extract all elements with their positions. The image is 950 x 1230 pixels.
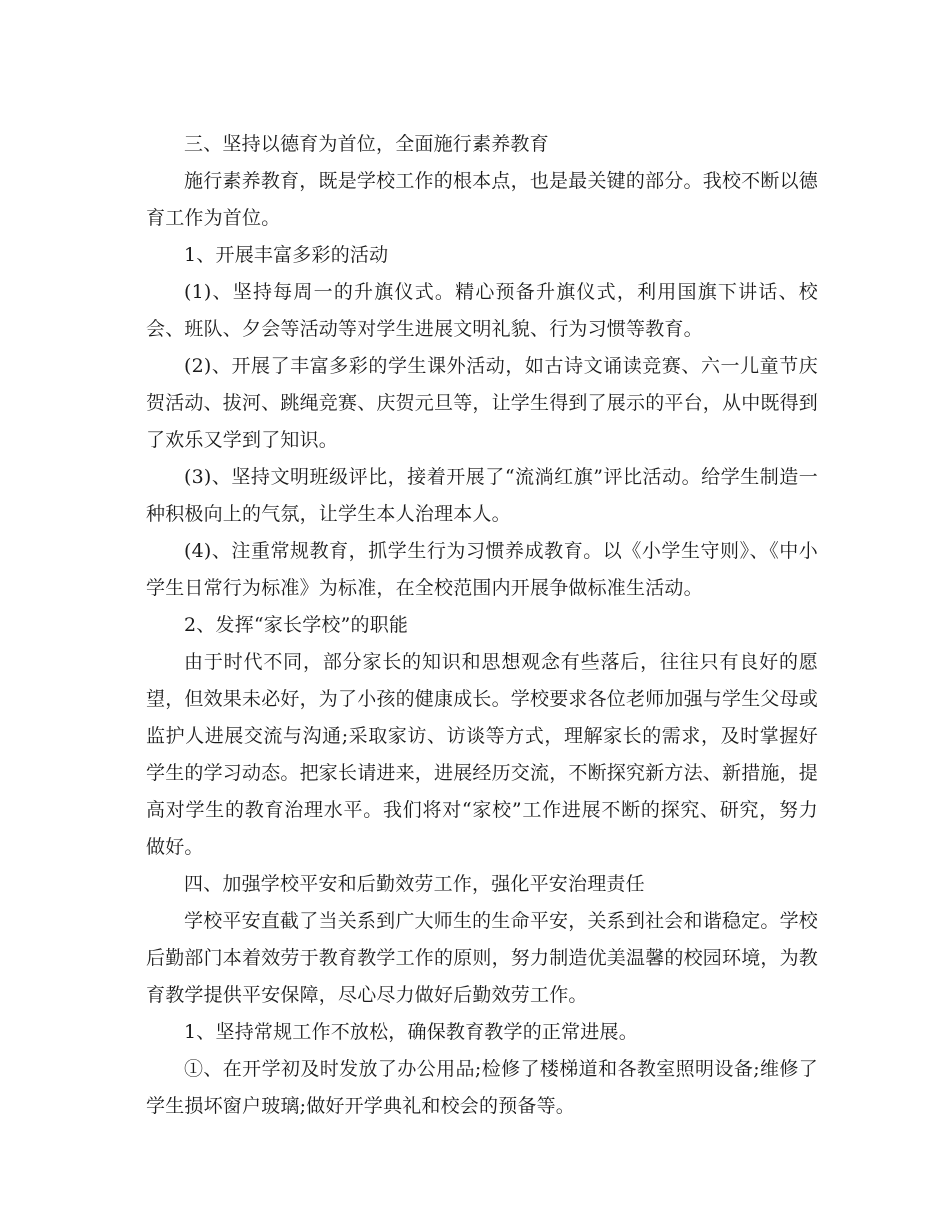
section-heading-3: 三、坚持以德育为首位，全面施行素养教育 <box>184 133 549 155</box>
subheading-routine-work: 1、坚持常规工作不放松，确保教育教学的正常进展。 <box>184 1021 638 1043</box>
list-item: (1)、坚持每周一的升旗仪式。精心预备升旗仪式，利用国旗下讲话、校会、班队、夕会等活动等对学生进展文明礼貌、行为习惯等教育。 <box>146 281 818 340</box>
body-paragraph: 施行素养教育，既是学校工作的根本点，也是最关键的部分。我校不断以德育工作为首位。 <box>146 170 818 229</box>
subheading-parent-school: 2、发挥“家长学校”的职能 <box>184 614 409 636</box>
section-heading-4: 四、加强学校平安和后勤效劳工作，强化平安治理责任 <box>184 873 645 895</box>
list-item: (4)、注重常规教育，抓学生行为习惯养成教育。以《小学生守则》、《中小学生日常行为标准》为标准，在全校范围内开展争做标准生活动。 <box>146 540 818 599</box>
body-paragraph: 学校平安直截了当关系到广大师生的生命平安，关系到社会和谐稳定。学校后勤部门本着效劳于教育教学工作的原则，努力制造优美温馨的校园环境，为教育教学提供平安保障，尽心尽力做好后勤效劳工作。 <box>146 910 819 1006</box>
document-body <box>146 126 818 1125</box>
subheading-activities: 1、开展丰富多彩的活动 <box>184 244 389 266</box>
body-paragraph: 由于时代不同，部分家长的知识和思想观念有些落后，往往只有良好的愿望，但效果未必好，为了小孩的健康成长。学校要求各位老师加强与学生父母或监护人进展交流与沟通;采取家访、访谈等方式，理解家长的需求，及时掌握好学生的学习动态。把家长请进来，进展经历交流，不断探究新方法、新措施，提高对学生的教育治理水平。我们将对“家校”工作进展不断的探究、研究，努力做好。 <box>146 651 819 858</box>
list-item: (2)、开展了丰富多彩的学生课外活动，如古诗文诵读竞赛、六一儿童节庆贺活动、拔河、跳绳竞赛、庆贺元旦等，让学生得到了展示的平台，从中既得到了欢乐又学到了知识。 <box>146 355 819 451</box>
list-item: (3)、坚持文明班级评比，接着开展了“流淌红旗”评比活动。给学生制造一种积极向上的气氛，让学生本人治理本人。 <box>146 466 818 525</box>
list-item: ①、在开学初及时发放了办公用品;检修了楼梯道和各教室照明设备;维修了学生损坏窗户玻璃;做好开学典礼和校会的预备等。 <box>146 1058 818 1117</box>
